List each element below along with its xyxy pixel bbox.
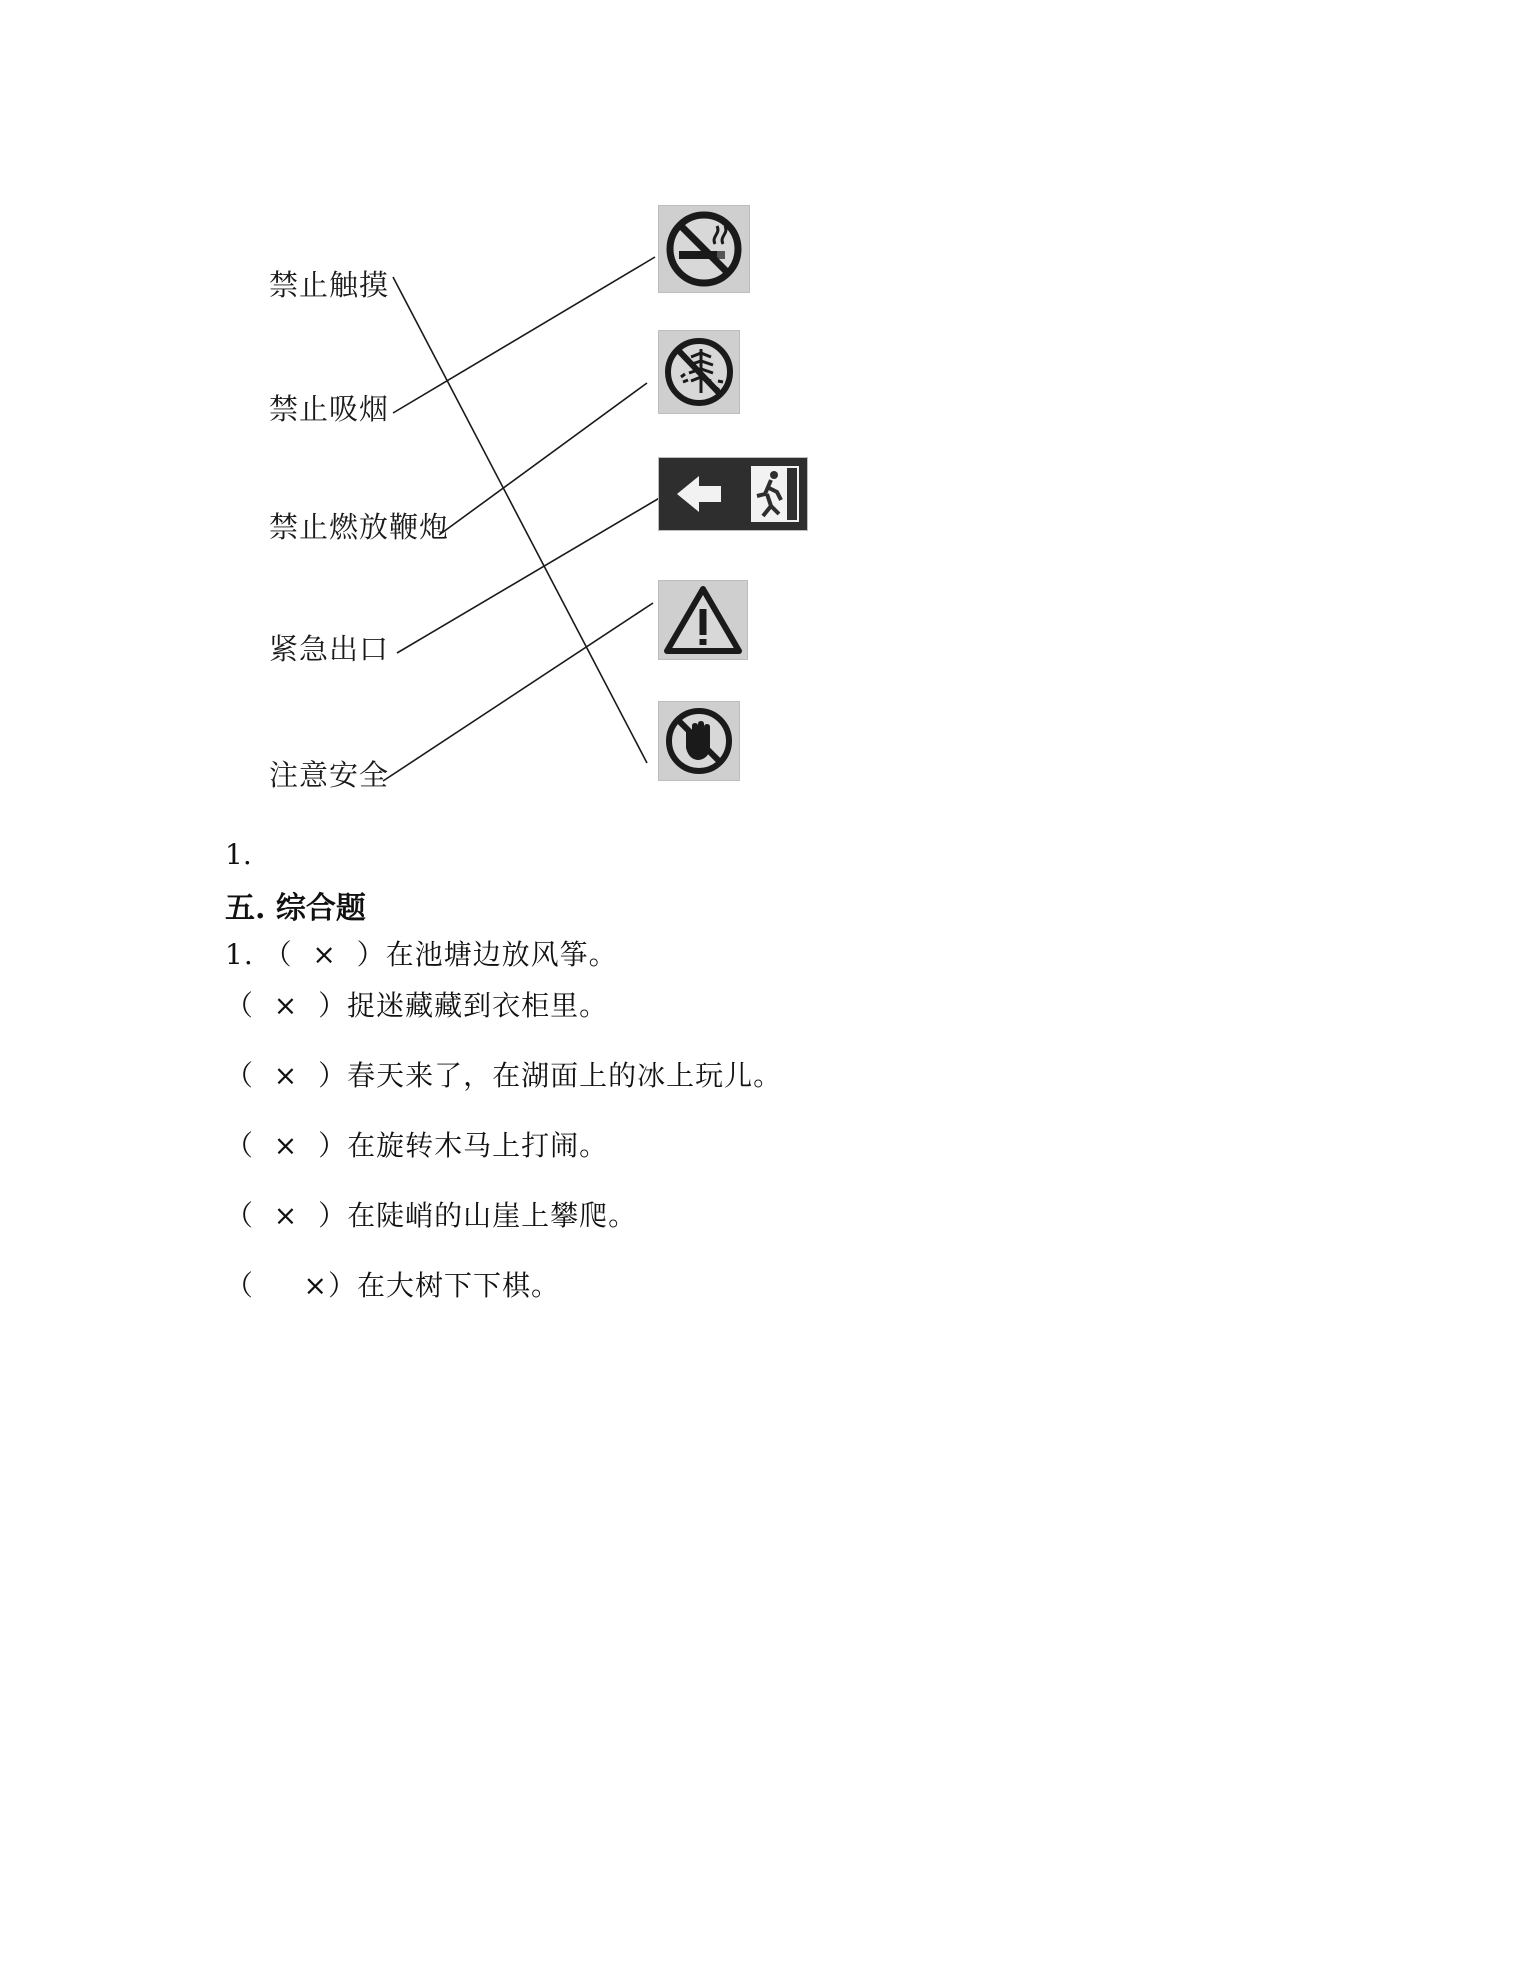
no-touching-icon (658, 701, 740, 781)
answer-line-4: （ × ）在旋转木马上打闹。 (225, 1129, 609, 1162)
question-number: 1. (225, 838, 252, 871)
no-smoking-icon (658, 205, 750, 293)
warning-triangle-icon (658, 580, 748, 660)
section-heading: 五. 综合题 (225, 891, 366, 926)
label-no-fireworks: 禁止燃放鞭炮 (269, 510, 450, 544)
match-line-no-smoking (393, 257, 655, 413)
sign-matching-figure (255, 195, 835, 795)
label-emergency-exit: 紧急出口 (269, 632, 390, 666)
emergency-exit-icon (658, 457, 808, 531)
answer-line-1: 1. （ × ）在池塘边放风筝。 (225, 938, 618, 971)
answer-line-5: （ × ）在陡峭的山崖上攀爬。 (225, 1199, 638, 1232)
answer-line-2: （ × ）捉迷藏藏到衣柜里。 (225, 989, 609, 1022)
match-line-no-fireworks (439, 383, 647, 535)
no-fireworks-icon (658, 330, 740, 414)
answer-line-6: （ ×）在大树下下棋。 (225, 1269, 560, 1302)
answer-line-3: （ × ）春天来了，在湖面上的冰上玩儿。 (225, 1059, 783, 1092)
label-safety-caution: 注意安全 (269, 758, 390, 792)
match-line-warning (383, 603, 653, 781)
label-no-touching: 禁止触摸 (269, 268, 390, 302)
label-no-smoking: 禁止吸烟 (269, 392, 390, 426)
